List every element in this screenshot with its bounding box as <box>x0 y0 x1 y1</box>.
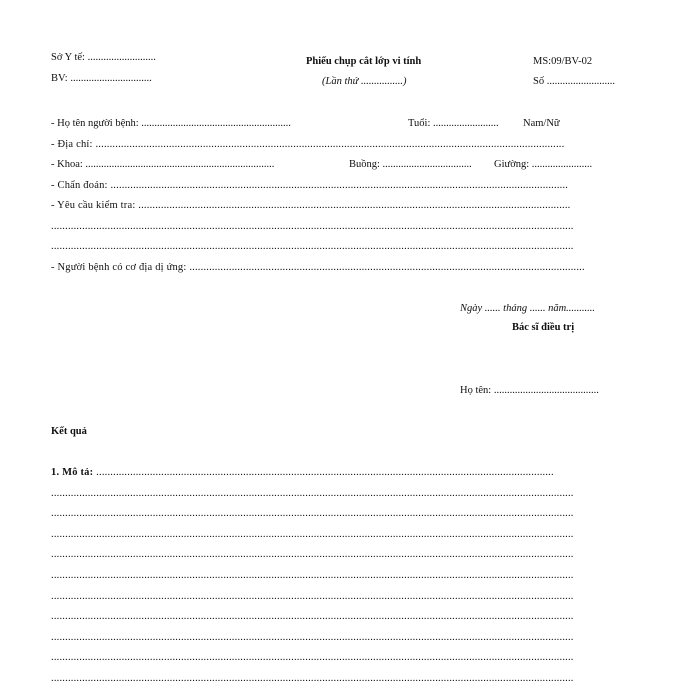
description-dots: .................................................................................................................................................................. <box>93 467 554 478</box>
form-code: MS:09/BV-02 <box>533 56 593 67</box>
description-line[interactable]: ......................................................................................................................................................................................... <box>51 488 574 499</box>
room-field[interactable]: Buồng: .................................. <box>349 159 472 170</box>
patient-name-field[interactable]: - Họ tên người bệnh: ......................................................... <box>51 118 291 129</box>
age-field[interactable]: Tuổi: ......................... <box>408 118 499 129</box>
form-title: Phiếu chụp cắt lớp vi tính <box>306 56 422 67</box>
description-line[interactable]: ......................................................................................................................................................................................... <box>51 570 574 581</box>
description-line[interactable]: ......................................................................................................................................................................................... <box>51 652 574 663</box>
department-field[interactable]: - Khoa: ........................................................................ <box>51 159 275 170</box>
description-label: 1. Mô tả: <box>51 467 94 478</box>
lan-thu-field[interactable]: (Lần thứ ................) <box>322 76 407 87</box>
doctor-name-field[interactable]: Họ tên: ........................................ <box>460 385 599 396</box>
gender-field[interactable]: Nam/Nữ <box>523 118 560 129</box>
address-field[interactable]: - Địa chỉ: ...................................................................................................................................................................... <box>51 139 565 150</box>
bv-field[interactable]: BV: ............................... <box>51 73 152 84</box>
description-line[interactable]: ......................................................................................................................................................................................... <box>51 529 574 540</box>
description-field[interactable] <box>51 467 608 479</box>
bed-field[interactable]: Giường: ....................... <box>494 159 593 170</box>
so-y-te-field[interactable]: Sở Y tế: .......................... <box>51 52 156 63</box>
description-line[interactable]: ......................................................................................................................................................................................... <box>51 508 574 519</box>
date-field[interactable]: Ngày ...... tháng ...... năm........... <box>460 303 596 314</box>
so-field[interactable]: Số .......................... <box>533 76 615 87</box>
exam-request-field[interactable]: - Yêu cầu kiểm tra: ......................................................................................................................................................... <box>51 200 571 211</box>
description-line[interactable]: ......................................................................................................................................................................................... <box>51 549 574 560</box>
result-heading: Kết quả <box>51 426 87 437</box>
exam-request-line-2[interactable]: ......................................................................................................................................................................................... <box>51 221 574 232</box>
description-line[interactable]: ......................................................................................................................................................................................... <box>51 632 574 643</box>
description-line[interactable]: ......................................................................................................................................................................................... <box>51 591 574 602</box>
diagnosis-field[interactable]: - Chẩn đoán: .................................................................................................................................................................. <box>51 180 569 191</box>
exam-request-line-3[interactable]: ......................................................................................................................................................................................... <box>51 241 574 252</box>
doctor-title: Bác sĩ điều trị <box>512 322 575 333</box>
allergy-field[interactable]: - Người bệnh có cơ địa dị ứng: ............................................................................................................................................ <box>51 262 585 273</box>
description-line[interactable]: ......................................................................................................................................................................................... <box>51 673 574 684</box>
description-line[interactable]: ......................................................................................................................................................................................... <box>51 611 574 622</box>
